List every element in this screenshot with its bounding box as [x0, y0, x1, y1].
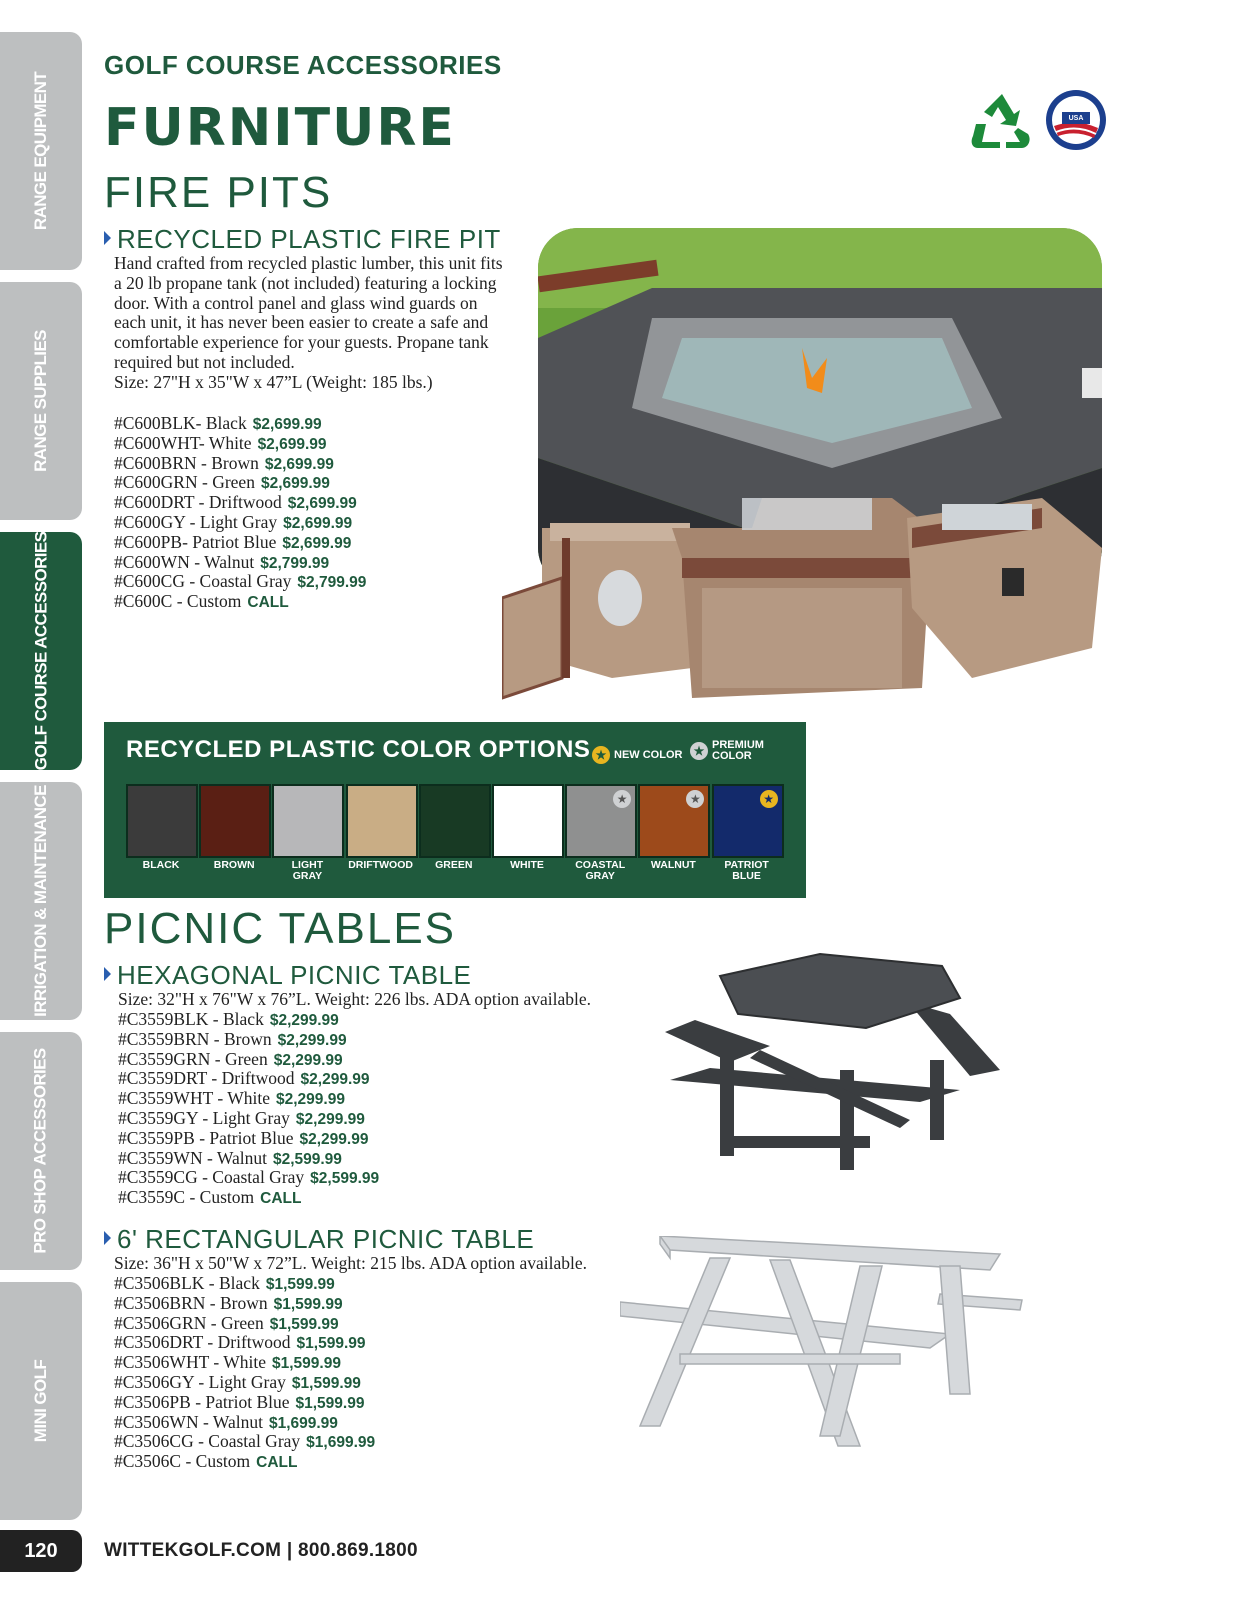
swatch-label-line: COASTAL — [575, 859, 626, 871]
sku-price: $1,599.99 — [265, 1276, 335, 1293]
sku-row — [118, 1010, 379, 1030]
fire-pit-photo — [502, 228, 1112, 718]
page-title: FURNITURE — [104, 98, 456, 158]
sku-code: #C600GRN - Green — [114, 472, 255, 493]
sku-row — [114, 533, 366, 553]
sku-row — [114, 553, 366, 573]
sku-code: #C600WHT- White — [114, 432, 252, 453]
sku-code: #C3506CG - Coastal Gray — [114, 1431, 301, 1452]
sku-code: #C3506WN - Walnut — [114, 1411, 263, 1432]
hexagonal-table-photo — [660, 950, 1020, 1190]
sku-code: #C3559GRN - Green — [118, 1048, 268, 1069]
triangle-bullet-icon — [104, 231, 111, 245]
swatch-label-line: WALNUT — [650, 859, 696, 871]
star-icon: ★ — [690, 742, 708, 760]
rectangular-sku-list — [114, 1274, 375, 1472]
legend-premium-label — [712, 740, 764, 762]
sidebar-tab-label: PRO SHOP ACCESSORIES — [31, 1048, 50, 1254]
sku-price: $2,599.99 — [272, 1150, 342, 1168]
sku-price: $2,299.99 — [277, 1031, 347, 1049]
sku-code: #C3506WHT - White — [114, 1352, 266, 1373]
sku-price: $1,699.99 — [268, 1414, 338, 1432]
sku-price: $1,599.99 — [273, 1295, 343, 1313]
sku-code: #C600PB- Patriot Blue — [114, 531, 277, 552]
fire-pits-heading: FIRE PITS — [104, 168, 333, 217]
sku-row — [118, 1129, 379, 1149]
sku-row — [118, 1188, 379, 1208]
fire-pit-description — [114, 254, 512, 393]
sku-price: $1,599.99 — [291, 1374, 361, 1392]
sidebar-tab-label: IRRIGATION & MAINTENANCE — [31, 785, 50, 1017]
color-swatch — [199, 784, 271, 858]
sku-code: #C3506DRT - Driftwood — [114, 1332, 291, 1353]
sku-price: $2,299.99 — [295, 1110, 365, 1128]
sku-row — [118, 1149, 379, 1169]
sku-row — [114, 1432, 375, 1452]
sku-code: #C3559PB - Patriot Blue — [118, 1127, 294, 1148]
color-swatch — [712, 784, 784, 858]
color-swatch — [346, 784, 418, 858]
triangle-bullet-icon — [104, 1231, 111, 1245]
sidebar-tab-label: RANGE SUPPLIES — [31, 330, 51, 472]
fire-pit-product-name: RECYCLED PLASTIC FIRE PIT — [117, 224, 501, 254]
legend-premium-line-1: PREMIUM — [712, 739, 764, 751]
sku-code: #C600WN - Walnut — [114, 551, 255, 572]
sidebar-tab-label: MINI GOLF — [31, 1359, 50, 1443]
sku-code: #C3559WHT - White — [118, 1088, 270, 1109]
sku-row — [118, 1030, 379, 1050]
premium-color-star-icon: ★ — [686, 790, 704, 808]
sku-code: #C600C - Custom — [114, 591, 242, 612]
sidebar-tab-golf-course-accessories[interactable] — [0, 532, 82, 770]
sku-row — [114, 1274, 375, 1294]
sku-price: $2,699.99 — [257, 435, 327, 453]
sku-price: $1,599.99 — [269, 1315, 339, 1333]
sku-price: $2,699.99 — [287, 495, 357, 513]
legend-premium-line-2: COLOR — [712, 750, 752, 762]
sku-code: #C600CG - Coastal Gray — [114, 571, 292, 592]
sku-row — [118, 1089, 379, 1109]
sku-price: $2,299.99 — [273, 1051, 343, 1069]
sku-code: #C3506BLK - Black — [114, 1273, 260, 1293]
sidebar-tab-label: RANGE EQUIPMENT — [31, 71, 50, 231]
sku-price: $2,299.99 — [299, 1130, 369, 1148]
section-heading: GOLF COURSE ACCESSORIES — [104, 50, 502, 80]
sku-price: $2,599.99 — [310, 1170, 380, 1188]
hexagonal-product-name: HEXAGONAL PICNIC TABLE — [117, 960, 472, 990]
page-number: 120 — [0, 1530, 82, 1572]
premium-color-legend — [690, 740, 764, 762]
sku-code: #C3559C - Custom — [118, 1187, 255, 1208]
swatch-label-line: GRAY — [292, 869, 323, 882]
sidebar-tab-pro-shop-accessories[interactable] — [0, 1032, 82, 1270]
color-swatch — [565, 784, 637, 858]
sku-code: #C3559GY - Light Gray — [118, 1107, 290, 1128]
sidebar-tab-irrigation-maintenance[interactable] — [0, 782, 82, 1020]
swatch-label — [418, 860, 490, 871]
footer-contact: WITTEKGOLF.COM | 800.869.1800 — [104, 1540, 418, 1561]
sku-row — [114, 473, 366, 493]
sku-row — [114, 1314, 375, 1334]
color-swatch — [419, 784, 491, 858]
sku-price: $2,699.99 — [264, 455, 334, 473]
sku-code: #C3506GY - Light Gray — [114, 1371, 286, 1392]
sku-row — [114, 414, 366, 434]
swatch-label — [491, 860, 563, 871]
sidebar-tab-label: GOLF COURSE ACCESSORIES — [31, 531, 50, 771]
hexagonal-product-heading — [104, 960, 471, 991]
sku-code: #C3559DRT - Driftwood — [118, 1068, 295, 1089]
rectangular-product-name: 6' RECTANGULAR PICNIC TABLE — [117, 1224, 535, 1254]
sku-row — [114, 434, 366, 454]
rectangular-product-heading — [104, 1224, 534, 1255]
sku-code: #C3506BRN - Brown — [114, 1292, 268, 1313]
fire-pit-description-text: Hand crafted from recycled plastic lumber, this unit fits a 20 lb propane tank (not included) featuring a locking door. With a control panel and glass wind guards on each unit, it has never been easier to create a safe and comfortable experience for your guests. Propane tank required but not included. — [114, 253, 503, 372]
hexagonal-sku-list — [118, 1010, 379, 1208]
new-color-star-icon: ★ — [760, 790, 778, 808]
sku-row — [114, 454, 366, 474]
sku-code: #C3559BLK - Black — [118, 1009, 264, 1029]
sku-price: $2,699.99 — [260, 475, 330, 493]
sku-row — [118, 1168, 379, 1188]
sku-code: #C3559CG - Coastal Gray — [118, 1167, 305, 1188]
sku-price: $1,599.99 — [295, 1394, 365, 1412]
swatch-label — [345, 860, 417, 871]
sku-price: $2,699.99 — [252, 416, 322, 433]
swatch-label-line: PATRIOT — [724, 859, 769, 871]
color-swatch — [638, 784, 710, 858]
swatch-label-line: BLUE — [732, 869, 761, 882]
sku-row — [114, 1393, 375, 1413]
swatch-label-line: WHITE — [510, 859, 544, 871]
sku-price: CALL — [247, 594, 289, 612]
premium-color-star-icon: ★ — [613, 790, 631, 808]
hexagonal-size: Size: 32"H x 76"W x 76”L. Weight: 226 lbs. ADA option available. — [118, 989, 592, 1009]
rectangular-size: Size: 36"H x 50"W x 72”L. Weight: 215 lbs. ADA option available. — [114, 1253, 588, 1273]
sku-code: #C3559BRN - Brown — [118, 1028, 272, 1049]
swatch-label-line: GREEN — [435, 859, 473, 871]
recycle-icon — [970, 90, 1034, 150]
swatch-label — [637, 860, 709, 871]
picnic-tables-heading: PICNIC TABLES — [104, 904, 457, 953]
swatch-label-line: BROWN — [213, 859, 255, 871]
new-color-legend — [592, 746, 682, 764]
sku-code: #C600DRT - Driftwood — [114, 492, 282, 513]
sku-price: $2,299.99 — [269, 1012, 339, 1029]
sku-row — [114, 1294, 375, 1314]
sku-price: CALL — [256, 1454, 298, 1472]
fire-pit-sku-list — [114, 414, 366, 612]
sku-row — [114, 513, 366, 533]
swatch-label — [564, 860, 636, 881]
sku-price: $1,699.99 — [306, 1434, 376, 1452]
sku-row — [114, 1333, 375, 1353]
sidebar-tab-range-supplies[interactable] — [0, 282, 82, 520]
swatch-label — [711, 860, 783, 881]
sku-row — [114, 1413, 375, 1433]
color-options-panel — [104, 722, 806, 898]
swatch-label — [198, 860, 270, 871]
swatch-label-line: BLACK — [142, 859, 180, 871]
sku-price: CALL — [260, 1190, 302, 1208]
sku-row — [118, 1109, 379, 1129]
sku-price: $2,299.99 — [300, 1071, 370, 1089]
sku-row — [118, 1050, 379, 1070]
sku-row — [114, 1373, 375, 1393]
sku-code: #C3559WN - Walnut — [118, 1147, 267, 1168]
swatch-label — [271, 860, 343, 881]
badge-text: MADE IN USA — [1061, 107, 1091, 122]
sku-price: $1,599.99 — [271, 1355, 341, 1373]
fire-pit-product-heading — [104, 224, 501, 255]
sku-row — [114, 1452, 375, 1472]
sku-code: #C3506C - Custom — [114, 1451, 251, 1472]
sidebar-tab-mini-golf[interactable] — [0, 1282, 82, 1520]
fire-pit-size: Size: 27"H x 35"W x 47”L (Weight: 185 lbs.) — [114, 371, 433, 392]
color-options-title: RECYCLED PLASTIC COLOR OPTIONS — [126, 736, 591, 763]
sku-row — [114, 572, 366, 592]
star-icon: ★ — [592, 746, 610, 764]
legend-new-label: NEW COLOR — [614, 748, 683, 761]
sku-code: #C600BLK- Black — [114, 413, 247, 433]
swatch-label-line: DRIFTWOOD — [348, 859, 413, 871]
rectangular-table-photo — [620, 1236, 1040, 1466]
sku-row — [114, 592, 366, 612]
sku-price: $1,599.99 — [296, 1335, 366, 1353]
sku-price: $2,699.99 — [282, 534, 352, 552]
triangle-bullet-icon — [104, 967, 111, 981]
sku-row — [114, 493, 366, 513]
swatch-label-line: GRAY — [585, 869, 615, 882]
sku-price: $2,799.99 — [260, 554, 330, 572]
sku-code: #C3506GRN - Green — [114, 1312, 264, 1333]
color-swatch — [272, 784, 344, 858]
sku-row — [118, 1069, 379, 1089]
swatch-label-line: LIGHT — [291, 859, 324, 871]
sku-price: $2,699.99 — [283, 514, 353, 532]
color-swatch — [492, 784, 564, 858]
sku-row — [114, 1353, 375, 1373]
sku-code: #C3506PB - Patriot Blue — [114, 1391, 290, 1412]
sku-price: $2,799.99 — [297, 574, 367, 592]
swatch-label — [125, 860, 197, 871]
sku-price: $2,299.99 — [275, 1091, 345, 1109]
sku-code: #C600GY - Light Gray — [114, 511, 278, 532]
sidebar-tab-range-equipment[interactable] — [0, 32, 82, 270]
sku-code: #C600BRN - Brown — [114, 452, 259, 473]
color-swatch — [126, 784, 198, 858]
